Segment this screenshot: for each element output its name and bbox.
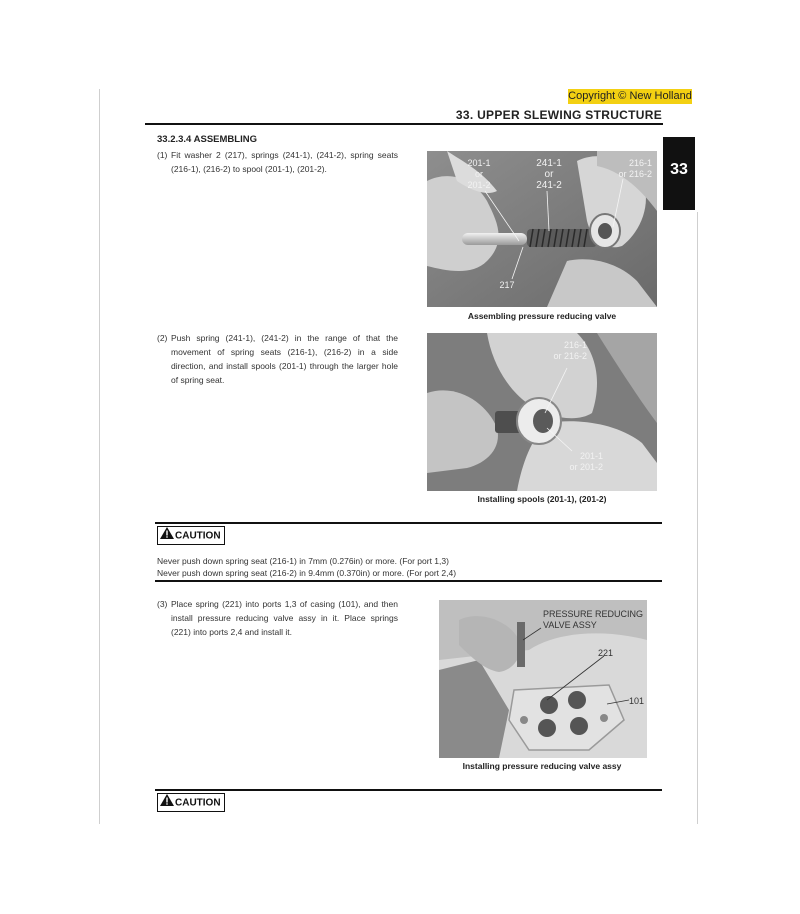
callout-line: 201-1 bbox=[579, 451, 603, 461]
callout-line: or 216-2 bbox=[553, 351, 587, 361]
header-rule bbox=[145, 123, 663, 125]
callout-line: or bbox=[544, 169, 554, 180]
callout-line: 241-2 bbox=[536, 180, 562, 191]
caution-top-rule bbox=[155, 522, 662, 524]
caution-text: CAUTION bbox=[175, 797, 221, 809]
callout-spring: 221 bbox=[598, 648, 614, 658]
caution-line: Never push down spring seat (216-2) in 9.4mm (0.370in) or more. (For port 2,4) bbox=[157, 568, 457, 578]
callout-spring bbox=[531, 158, 567, 191]
step-text: Fit washer 2 (217), springs (241-1), (241-2), spring seats (216-1), (216-2) to spool (201-1), (201-2). bbox=[171, 150, 398, 174]
callout-line: PRESSURE REDUCING bbox=[543, 609, 644, 619]
caution-label bbox=[157, 793, 225, 812]
callout-line: VALVE ASSY bbox=[543, 620, 597, 630]
callout-line: or bbox=[474, 169, 483, 179]
section-title: 33. UPPER SLEWING STRUCTURE bbox=[455, 108, 662, 122]
step-text: Push spring (241-1), (241-2) in the range of that the movement of spring seats (216-1), (216-2) in a side direction, and install spools (201-1) through the larger hole of spring seat. bbox=[171, 333, 398, 385]
callout-line: 201-1 bbox=[467, 158, 491, 168]
callout-casing: 101 bbox=[629, 696, 645, 706]
callout-line: 241-1 bbox=[536, 158, 562, 169]
warning-icon bbox=[160, 794, 174, 812]
caption-installing-valve-assy: Installing pressure reducing valve assy bbox=[462, 761, 622, 771]
step-number: (1) bbox=[157, 150, 168, 160]
copyright-notice: Copyright © New Holland bbox=[568, 90, 692, 102]
caution-text: CAUTION bbox=[175, 530, 221, 542]
callout-line: or 201-2 bbox=[569, 462, 603, 472]
callout-washer: 217 bbox=[499, 280, 515, 290]
caption-assembling-valve: Assembling pressure reducing valve bbox=[467, 311, 617, 321]
page-right-border bbox=[697, 212, 698, 824]
callout-line: 216-1 bbox=[563, 340, 587, 350]
caution-top-rule bbox=[155, 789, 662, 791]
step-number: (3) bbox=[157, 599, 168, 609]
callout-spring-seat bbox=[606, 158, 652, 180]
callout-spool bbox=[557, 451, 603, 473]
callout-line: 201-2 bbox=[467, 180, 491, 190]
step-2 bbox=[157, 331, 398, 387]
step-text: Place spring (221) into ports 1,3 of casing (101), and then install pressure reducing valve assy in it. Place springs (221) into ports 2,4 and install it. bbox=[171, 599, 398, 637]
callout-line: or 216-2 bbox=[618, 169, 652, 179]
caution-line: Never push down spring seat (216-1) in 7mm (0.276in) or more. (For port 1,3) bbox=[157, 556, 449, 566]
callout-line: 216-1 bbox=[628, 158, 652, 168]
caption-installing-spools: Installing spools (201-1), (201-2) bbox=[477, 494, 607, 504]
chapter-tab: 33 bbox=[663, 137, 695, 210]
page-left-border bbox=[99, 89, 100, 824]
section-heading: 33.2.3.4 ASSEMBLING bbox=[157, 134, 257, 145]
callout-valve-assy bbox=[543, 609, 653, 631]
step-1 bbox=[157, 148, 398, 176]
callout-spool bbox=[462, 158, 496, 191]
step-3 bbox=[157, 597, 398, 639]
caution-label bbox=[157, 526, 225, 545]
warning-icon bbox=[160, 527, 174, 545]
callout-spring-seat bbox=[541, 340, 587, 362]
step-number: (2) bbox=[157, 333, 168, 343]
caution-bottom-rule bbox=[155, 580, 662, 582]
